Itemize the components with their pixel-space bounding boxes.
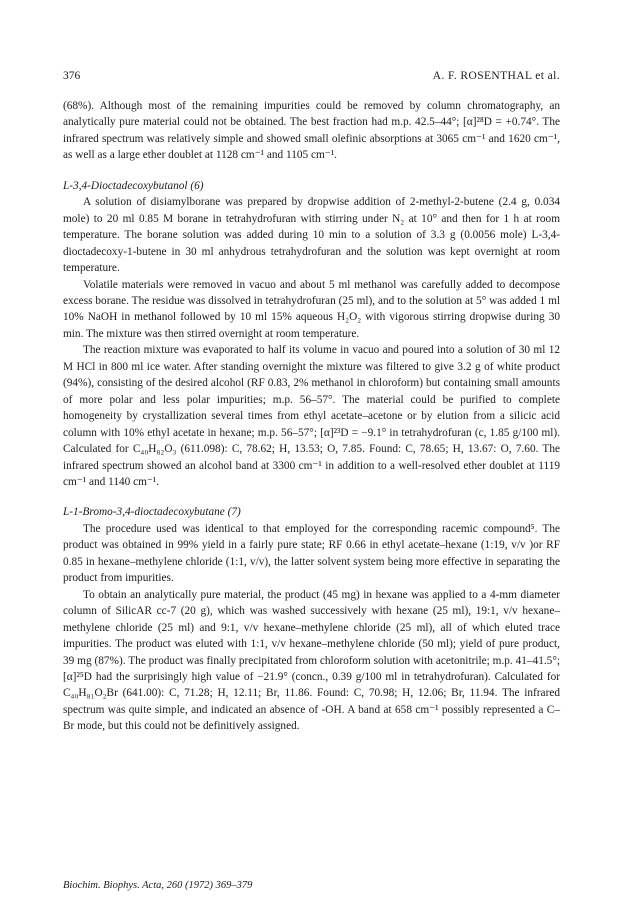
paragraph: Volatile materials were removed in vacuo and about 5 ml methanol was carefully added to decompose excess borane. The residue was dissolved in tetrahydrofuran (25 ml), and to the solution at 5° was added 1 ml 10% NaOH in methanol followed by 10 ml 15% aqueous H₂O₂ with vigorous stirring dropwise during 30 min. The mixture was then stirred overnight at room temperature.	[63, 278, 560, 340]
section-heading: L-1-Bromo-3,4-dioctadecoxybutane (7)	[63, 506, 241, 519]
paragraph: The reaction mixture was evaporated to half its volume in vacuo and poured into a solution of 30 ml 12 M HCl in 800 ml ice water. After standing overnight the mixture was filtered to give 3.2 g of white product (94%), consisting of the desired alcohol (RF 0.83, 2% methanol in chloroform) but containing small amounts of more polar and less polar impurities; m.p. 56–57°. The material could be purified to complete homogeneity by crystallization several times from ethyl acetate–acetone or by elution from a silicic acid column with 10% ethyl acetate in hexane; m.p. 56–57°; [α]²³D = −9.1° in tetrahydrofuran (c, 1.85 g/100 ml). Calculated for C₄₀H₈₂O₃ (611.098): C, 78.62; H, 13.53; O, 7.85. Found: C, 78.65; H, 13.67: O, 7.60. The infrared spectrum showed an alcohol band at 3300 cm⁻¹ in addition to a well-resolved ether doublet at 1119 cm⁻¹ and 1140 cm⁻¹.	[63, 344, 560, 488]
section-heading: L-3,4-Dioctadecoxybutanol (6)	[63, 179, 204, 192]
journal-citation: Biochim. Biophys. Acta, 260 (1972) 369–379	[63, 880, 253, 891]
paragraph: (68%). Although most of the remaining impurities could be removed by column chromatography, an analytically pure material could not be obtained. The best fraction had m.p. 42.5–44°; [α]²⁸D = +0.74°. The infrared spectrum was relatively simple and showed small olefinic absorptions at 3065 cm⁻¹ and 1620 cm⁻¹, as well as a large ether doublet at 1128 cm⁻¹ and 1105 cm⁻¹.	[63, 100, 560, 162]
page-header	[63, 70, 560, 86]
running-head: A. F. ROSENTHAL et al.	[432, 70, 560, 82]
paragraph: A solution of disiamylborane was prepared by dropwise addition of 2-methyl-2-butene (2.4 g, 0.034 mole) to 20 ml 0.85 M borane in tetrahydrofuran with stirring under N₂ at 10° and then for 1 h at room temperature. The borane solution was added during 10 min to a solution of 3.3 g (0.0056 mole) L-3,4-dioctadecoxy-1-butene in 30 ml anhydrous tetrahydrofuran and the solution was kept overnight at room temperature.	[63, 196, 560, 275]
paragraph: The procedure used was identical to that employed for the corresponding racemic compound⁵. The product was obtained in 99% yield in a fairly pure state; RF 0.66 in ethyl acetate–hexane (1:19, v/v )or RF 0.85 in hexane–methylene chloride (1:1, v/v), the latter solvent system being more effective in separating the product from impurities.	[63, 522, 560, 585]
article-body	[63, 98, 560, 735]
paragraph: To obtain an analytically pure material, the product (45 mg) in hexane was applied to a 4-mm diameter column of SilicAR cc-7 (20 g), which was washed successively with hexane (25 ml), 19:1, v/v hexane–methylene chloride (25 ml) and 9:1, v/v hexane–methylene chloride (25 ml), all of which eluted trace impurities. The product was eluted with 1:1, v/v hexane–methylene chloride (50 ml); yield of pure product, 39 mg (87%). The product was finally precipitated from chloroform solution with acetonitrile; m.p. 41–41.5°; [α]²⁵D had the surprisingly high value of −21.9° (concn., 0.39 g/100 ml in tetrahydrofuran). Calculated for C₄₀H₈₁O₂Br (641.00): C, 71.28; H, 12.11; Br, 11.86. Found: C, 70.98; H, 12.06; Br, 11.94. The infrared spectrum was quite simple, and indicated an absence of -OH. A band at 658 cm⁻¹ possibly represented a C–Br mode, but this could not be definitively assigned.	[63, 588, 560, 733]
page-number: 376	[63, 70, 81, 82]
